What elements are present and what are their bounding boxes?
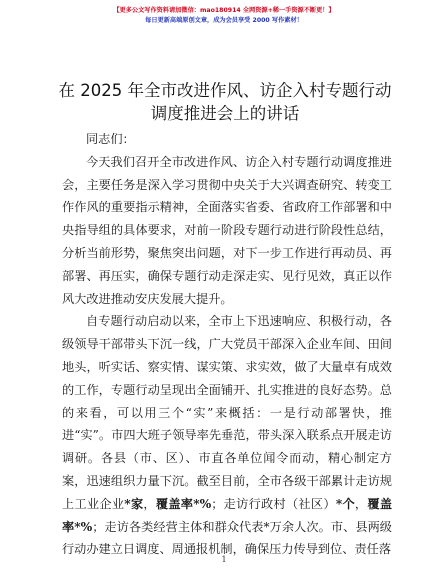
paragraph-2-text-1: 自专题行动启动以来，全市上下迅速响应、积极行动，各级领导干部带头下沉一线，广大党员干部深入企业车间、田间地头，听实话、察实情、谋实策、求实效，做了大量卓有成效的工作，专题行动呈现出全面铺开、扎实推进的良好态势。总的来看，可以用三个“实”来概括：一是行动部署快，推进“实”。市四大班子领导率先垂范，带头深入联系点开展走访调研。各县（市、区）、市直各单位闻令而动，精心制定方案，迅速组织力量下沉。截至目前，全市各级干部累计走访规上工业企业 [62,314,392,511]
paragraph-2-text-5: ；走访各类经营主体和群众代表*万余人次。市、县两级行动办建立日调度、周通报机制，确保压力传导到位、责任落 [62,519,392,557]
paragraph-2-text-4: ， [354,496,368,511]
enterprise-coverage-rate: 覆盖率*% [155,496,212,511]
document-body [62,128,392,561]
page-number: 1 [221,555,227,564]
paragraph-2 [62,310,392,561]
document-title: 在 2025 年全市改进作风、访企入村专题行动调度推进会上的讲话 [58,81,392,123]
village-coverage-rate: 覆盖率*% [62,496,393,534]
promo-banner [0,6,448,26]
promo-banner-line-2: 每日更新高端原创文章，成为会员享受 2000 写作素材！ [145,17,303,24]
promo-banner-line-1: 【更多公文写作资料请加微信：mao180914 全网资源+稀一手资源不断更！】 [113,7,335,14]
paragraph-2-text-3: ；走访行政村（社区） [211,496,336,511]
enterprise-count: *家 [124,496,144,511]
paragraph-1: 今天我们召开全市改进作风、访企入村专题行动调度推进会，主要任务是深入学习贯彻中央关于大兴调查研究、转变工作作风的重要指示精神，全面落实省委、省政府工作部署和中央指导组的具体要求，对前一阶段专题行动进行阶段性总结，分析当前形势，聚焦突出问题，对下一步工作进行再动员、再部署、再压实，确保专题行动走深走实、见行见效，真正以作风大改进推动安庆发展大提升。 [62,154,392,306]
salutation: 同志们： [86,132,135,146]
paragraph-2-text-2: ， [143,496,156,511]
village-count: *个 [335,496,355,511]
